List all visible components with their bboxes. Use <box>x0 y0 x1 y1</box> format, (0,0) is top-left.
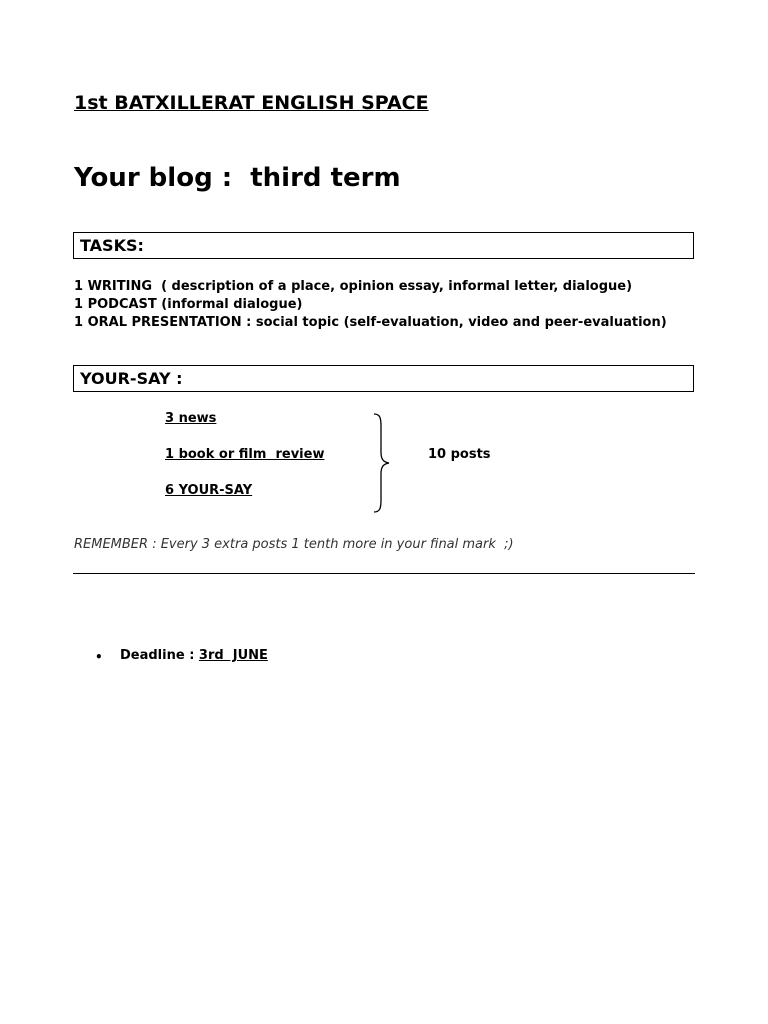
yoursay-item-yoursay: 6 YOUR-SAY <box>165 483 253 498</box>
remember-note: REMEMBER : Every 3 extra posts 1 tenth more in your final mark ;) <box>74 537 514 552</box>
bullet-icon: • <box>95 650 103 664</box>
curly-brace-icon <box>370 412 394 514</box>
task-writing: 1 WRITING ( description of a place, opinion essay, informal letter, dialogue) <box>74 279 633 294</box>
deadline-label: Deadline : <box>120 648 199 663</box>
document-heading: 1st BATXILLERAT ENGLISH SPACE <box>74 92 429 114</box>
yoursay-item-review: 1 book or film review <box>165 447 325 462</box>
tasks-header: TASKS: <box>80 236 144 255</box>
deadline-date: 3rd JUNE <box>198 648 268 663</box>
task-oral-presentation: 1 ORAL PRESENTATION : social topic (self-evaluation, video and peer-evaluation) <box>74 315 667 330</box>
posts-total: 10 posts <box>428 447 491 462</box>
deadline-line <box>120 648 268 663</box>
yoursay-item-news: 3 news <box>165 411 217 426</box>
tasks-header-box <box>73 232 694 259</box>
task-podcast: 1 PODCAST (informal dialogue) <box>74 297 303 312</box>
yoursay-header: YOUR-SAY : <box>80 369 183 388</box>
yoursay-header-box <box>73 365 694 392</box>
horizontal-divider <box>73 573 695 574</box>
blog-title: Your blog : third term <box>74 163 401 193</box>
